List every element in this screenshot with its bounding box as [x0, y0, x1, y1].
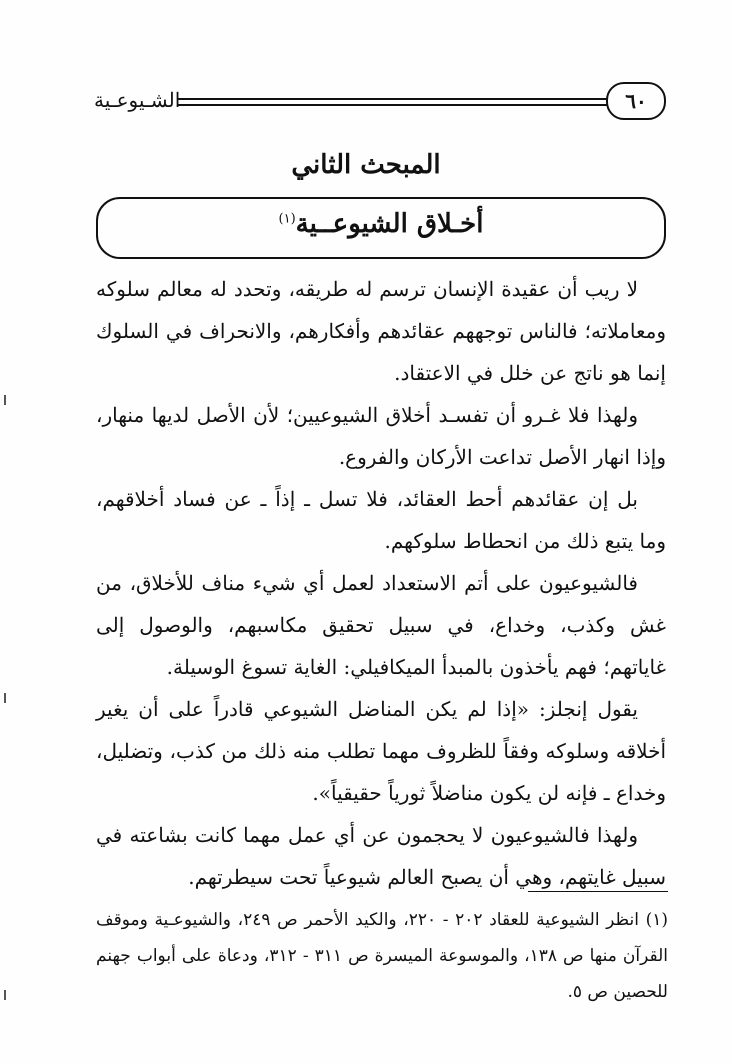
page-number: ٦٠ — [606, 82, 666, 120]
chapter-title — [98, 209, 664, 239]
paragraph: بل إن عقائدهم أحط العقائد، فلا تسل ـ إذاً ـ عن فساد أخلاقهم، وما يتبع ذلك من انحطاط سلوكهم. — [96, 487, 666, 553]
paragraph: ولهذا فلا غـرو أن تفسـد أخلاق الشيوعيين؛ لأن الأصل لديها منهار، وإذا انهار الأصل تداعت الأركان والفروع. — [96, 403, 666, 469]
scan-edge-mark — [4, 693, 6, 703]
scan-edge-mark — [4, 395, 6, 405]
footnote: (١) انظر الشيوعية للعقاد ٢٠٢ - ٢٢٠، والكيد الأحمر ص ٢٤٩، والشيوعـية وموقف القرآن منها ص ١٣٨، والموسوعة الميسرة ص ٣١١ - ٣١٢، ودعاة على أبواب جهنم للحصين ص ٥. — [96, 910, 669, 1002]
running-title: الشـيوعـية — [94, 88, 181, 112]
body-text — [96, 268, 666, 898]
chapter-title-frame — [96, 197, 666, 259]
header-rule — [178, 98, 614, 106]
scan-edge-mark — [4, 990, 6, 1000]
paragraph: فالشيوعيون على أتم الاستعداد لعمل أي شيء مناف للأخلاق، من غش وكذب، وخداع، في سبيل تحقيق مكاسبهم، والوصول إلى غاياتهم؛ فهم يأخذون بالمبدأ الميكافيلي: الغاية تسوغ الوسيلة. — [96, 571, 666, 679]
paragraph: ولهذا فالشيوعيون لا يحجمون عن أي عمل مهما كانت بشاعته في سبيل غايتهم، وهي أن يصبح العالم شيوعياً تحت سيطرتهم. — [96, 823, 666, 889]
paragraph: لا ريب أن عقيدة الإنسان ترسم له طريقه، وتحدد له معالم سلوكه ومعاملاته؛ فالناس توجههم عقائدهم وأفكارهم، والانحراف في السلوك إنما هو ناتج عن خلل في الاعتقاد. — [96, 277, 666, 385]
section-heading: المبحث الثاني — [291, 150, 441, 180]
footnotes — [96, 902, 668, 1010]
chapter-title-text: أخـلاق الشيوعــية — [295, 209, 484, 239]
footnote-separator — [528, 891, 668, 892]
paragraph: يقول إنجلز: «إذا لم يكن المناضل الشيوعي قادراً على أن يغير أخلاقه وسلوكه وفقاً للظروف مهما تطلب منه ذلك من كذب، وتضليل، وخداع ـ فإنه لن يكون مناضلاً ثورياً حقيقياً». — [96, 697, 666, 805]
footnote-marker: (١) — [278, 211, 296, 227]
